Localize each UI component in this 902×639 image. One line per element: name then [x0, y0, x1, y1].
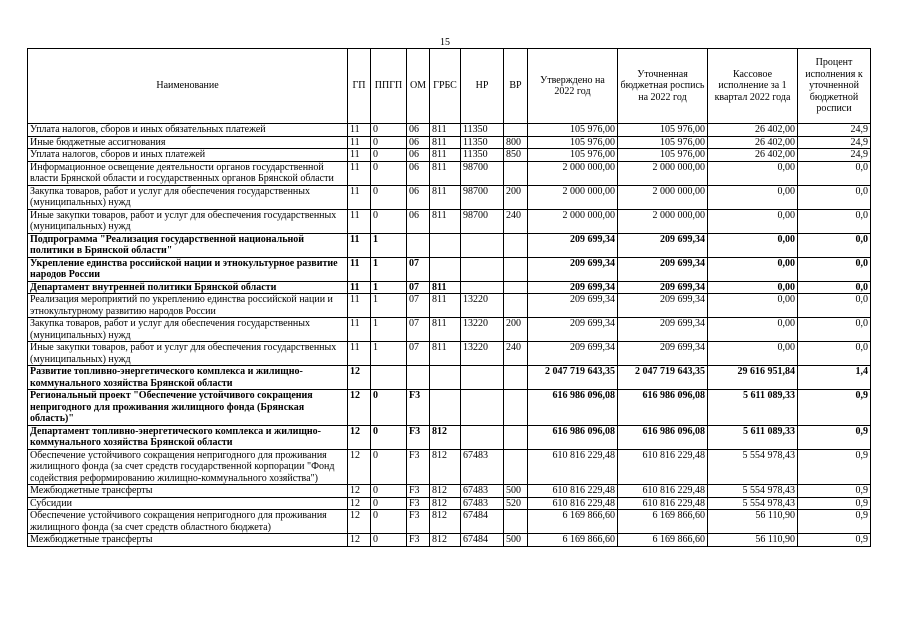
cell-cash: 5 554 978,43 [708, 449, 798, 485]
cell-percent: 24,9 [798, 149, 871, 162]
cell-om [407, 366, 430, 390]
cell-cash: 0,00 [708, 257, 798, 281]
cell-name: Уплата налогов, сборов и иных платежей [28, 149, 348, 162]
table-row [28, 390, 871, 426]
cell-gp: 12 [348, 485, 371, 498]
cell-om: 07 [407, 281, 430, 294]
table-header-row [28, 49, 871, 124]
table-row [28, 510, 871, 534]
cell-grbs: 811 [430, 185, 461, 209]
cell-grbs [430, 257, 461, 281]
cell-om: 07 [407, 294, 430, 318]
cell-vr [504, 390, 528, 426]
cell-gp: 11 [348, 124, 371, 137]
cell-grbs: 812 [430, 534, 461, 547]
cell-cash: 29 616 951,84 [708, 366, 798, 390]
cell-name: Субсидии [28, 497, 348, 510]
cell-vr: 850 [504, 149, 528, 162]
table-row [28, 425, 871, 449]
cell-ppgp: 0 [371, 497, 407, 510]
cell-om: 06 [407, 124, 430, 137]
cell-grbs [430, 233, 461, 257]
cell-np: 98700 [461, 209, 504, 233]
table-row [28, 318, 871, 342]
cell-grbs: 811 [430, 149, 461, 162]
cell-np: 11350 [461, 136, 504, 149]
cell-refined: 610 816 229,48 [618, 449, 708, 485]
cell-percent: 0,9 [798, 534, 871, 547]
table-row [28, 124, 871, 137]
cell-percent: 0,0 [798, 185, 871, 209]
cell-grbs: 811 [430, 281, 461, 294]
cell-ppgp: 1 [371, 294, 407, 318]
cell-vr [504, 257, 528, 281]
cell-refined: 105 976,00 [618, 136, 708, 149]
cell-vr: 240 [504, 342, 528, 366]
cell-om: F3 [407, 510, 430, 534]
cell-approved: 610 816 229,48 [528, 485, 618, 498]
cell-ppgp: 0 [371, 209, 407, 233]
cell-percent: 24,9 [798, 136, 871, 149]
cell-np: 67484 [461, 534, 504, 547]
cell-np [461, 281, 504, 294]
cell-cash: 0,00 [708, 318, 798, 342]
cell-percent: 0,0 [798, 257, 871, 281]
header-np: НР [461, 49, 504, 124]
cell-refined: 2 000 000,00 [618, 209, 708, 233]
cell-approved: 2 000 000,00 [528, 185, 618, 209]
cell-approved: 610 816 229,48 [528, 497, 618, 510]
cell-vr: 800 [504, 136, 528, 149]
header-name: Наименование [28, 49, 348, 124]
cell-om: F3 [407, 534, 430, 547]
header-percent: Процент исполнения к уточненной бюджетной росписи [798, 49, 871, 124]
cell-vr: 500 [504, 485, 528, 498]
cell-approved: 209 699,34 [528, 281, 618, 294]
cell-cash: 5 554 978,43 [708, 485, 798, 498]
cell-approved: 105 976,00 [528, 124, 618, 137]
cell-vr [504, 449, 528, 485]
cell-approved: 209 699,34 [528, 342, 618, 366]
cell-cash: 5 611 089,33 [708, 390, 798, 426]
cell-ppgp: 1 [371, 233, 407, 257]
cell-om: 06 [407, 161, 430, 185]
cell-cash: 26 402,00 [708, 124, 798, 137]
cell-ppgp: 0 [371, 449, 407, 485]
cell-np: 13220 [461, 342, 504, 366]
cell-cash: 26 402,00 [708, 136, 798, 149]
cell-vr [504, 510, 528, 534]
cell-cash: 56 110,90 [708, 510, 798, 534]
cell-name: Подпрограмма "Реализация государственной национальной политики в Брянской области" [28, 233, 348, 257]
table-row [28, 161, 871, 185]
cell-percent: 24,9 [798, 124, 871, 137]
cell-approved: 6 169 866,60 [528, 510, 618, 534]
table-row [28, 342, 871, 366]
cell-percent: 0,0 [798, 281, 871, 294]
cell-name: Иные закупки товаров, работ и услуг для обеспечения государственных (муниципальных) нужд [28, 342, 348, 366]
cell-percent: 0,0 [798, 161, 871, 185]
cell-np: 67483 [461, 497, 504, 510]
cell-om: 07 [407, 342, 430, 366]
cell-grbs: 812 [430, 425, 461, 449]
cell-ppgp: 1 [371, 342, 407, 366]
cell-vr [504, 366, 528, 390]
cell-ppgp: 0 [371, 390, 407, 426]
cell-name: Иные закупки товаров, работ и услуг для обеспечения государственных (муниципальных) нужд [28, 209, 348, 233]
cell-np: 11350 [461, 149, 504, 162]
cell-name: Закупка товаров, работ и услуг для обеспечения государственных (муниципальных) нужд [28, 318, 348, 342]
header-om: ОМ [407, 49, 430, 124]
cell-om: F3 [407, 425, 430, 449]
cell-gp: 11 [348, 257, 371, 281]
cell-np [461, 233, 504, 257]
cell-ppgp: 0 [371, 534, 407, 547]
cell-cash: 0,00 [708, 233, 798, 257]
cell-name: Реализация мероприятий по укреплению единства российской нации и этнокультурному развитию народов России [28, 294, 348, 318]
cell-vr: 500 [504, 534, 528, 547]
cell-om: F3 [407, 390, 430, 426]
cell-ppgp: 0 [371, 185, 407, 209]
cell-approved: 2 000 000,00 [528, 209, 618, 233]
cell-vr: 240 [504, 209, 528, 233]
cell-name: Укрепление единства российской нации и этнокультурное развитие народов России [28, 257, 348, 281]
table-row [28, 449, 871, 485]
cell-name: Уплата налогов, сборов и иных обязательных платежей [28, 124, 348, 137]
cell-gp: 12 [348, 425, 371, 449]
cell-gp: 11 [348, 209, 371, 233]
cell-refined: 6 169 866,60 [618, 534, 708, 547]
cell-gp: 11 [348, 342, 371, 366]
cell-ppgp: 0 [371, 161, 407, 185]
cell-grbs: 811 [430, 209, 461, 233]
cell-cash: 0,00 [708, 294, 798, 318]
cell-gp: 12 [348, 366, 371, 390]
cell-cash: 0,00 [708, 185, 798, 209]
cell-percent: 0,9 [798, 390, 871, 426]
table-row [28, 233, 871, 257]
cell-grbs: 811 [430, 342, 461, 366]
cell-approved: 616 986 096,08 [528, 390, 618, 426]
cell-grbs: 812 [430, 510, 461, 534]
cell-percent: 0,0 [798, 318, 871, 342]
header-vr: ВР [504, 49, 528, 124]
cell-grbs: 812 [430, 497, 461, 510]
header-ppgp: ППГП [371, 49, 407, 124]
cell-approved: 209 699,34 [528, 233, 618, 257]
cell-om: F3 [407, 485, 430, 498]
cell-approved: 616 986 096,08 [528, 425, 618, 449]
cell-name: Департамент внутренней политики Брянской области [28, 281, 348, 294]
cell-gp: 11 [348, 294, 371, 318]
cell-vr: 520 [504, 497, 528, 510]
cell-grbs: 812 [430, 449, 461, 485]
header-refined: Уточненная бюджетная роспись на 2022 год [618, 49, 708, 124]
cell-approved: 2 047 719 643,35 [528, 366, 618, 390]
cell-om: 07 [407, 257, 430, 281]
cell-percent: 0,0 [798, 294, 871, 318]
cell-approved: 105 976,00 [528, 136, 618, 149]
cell-name: Межбюджетные трансферты [28, 485, 348, 498]
cell-ppgp: 0 [371, 425, 407, 449]
cell-approved: 2 000 000,00 [528, 161, 618, 185]
cell-ppgp: 0 [371, 510, 407, 534]
cell-gp: 11 [348, 185, 371, 209]
cell-om: 06 [407, 136, 430, 149]
cell-refined: 209 699,34 [618, 318, 708, 342]
cell-np [461, 390, 504, 426]
budget-execution-table [27, 48, 871, 547]
cell-vr [504, 281, 528, 294]
cell-om: F3 [407, 497, 430, 510]
cell-grbs: 811 [430, 318, 461, 342]
header-gp: ГП [348, 49, 371, 124]
cell-om: F3 [407, 449, 430, 485]
cell-ppgp [371, 366, 407, 390]
cell-vr: 200 [504, 185, 528, 209]
cell-ppgp: 1 [371, 281, 407, 294]
cell-grbs: 811 [430, 294, 461, 318]
cell-name: Департамент топливно-энергетического комплекса и жилищно-коммунального хозяйства Брянской области [28, 425, 348, 449]
cell-cash: 5 611 089,33 [708, 425, 798, 449]
table-row [28, 136, 871, 149]
cell-gp: 12 [348, 390, 371, 426]
cell-refined: 209 699,34 [618, 342, 708, 366]
cell-percent: 0,0 [798, 209, 871, 233]
cell-refined: 209 699,34 [618, 281, 708, 294]
cell-approved: 610 816 229,48 [528, 449, 618, 485]
cell-percent: 0,9 [798, 425, 871, 449]
cell-grbs [430, 390, 461, 426]
table-row [28, 497, 871, 510]
table-row [28, 149, 871, 162]
cell-ppgp: 1 [371, 257, 407, 281]
cell-name: Региональный проект "Обеспечение устойчивого сокращения непригодного для проживания жилищного фонда (Брянская область)" [28, 390, 348, 426]
cell-vr [504, 124, 528, 137]
cell-name: Информационное освещение деятельности органов государственной власти Брянской области и государственных органов Брянской области [28, 161, 348, 185]
cell-cash: 5 554 978,43 [708, 497, 798, 510]
cell-refined: 6 169 866,60 [618, 510, 708, 534]
cell-refined: 610 816 229,48 [618, 485, 708, 498]
cell-gp: 11 [348, 136, 371, 149]
cell-ppgp: 0 [371, 124, 407, 137]
cell-grbs: 811 [430, 136, 461, 149]
cell-approved: 209 699,34 [528, 318, 618, 342]
cell-cash: 0,00 [708, 209, 798, 233]
cell-grbs: 811 [430, 124, 461, 137]
cell-refined: 105 976,00 [618, 124, 708, 137]
cell-refined: 610 816 229,48 [618, 497, 708, 510]
cell-name: Обеспечение устойчивого сокращения непригодного для проживания жилищного фонда (за счет средств областного бюджета) [28, 510, 348, 534]
cell-om: 06 [407, 149, 430, 162]
cell-np: 11350 [461, 124, 504, 137]
cell-gp: 12 [348, 449, 371, 485]
cell-percent: 0,9 [798, 497, 871, 510]
table-row [28, 366, 871, 390]
cell-name: Межбюджетные трансферты [28, 534, 348, 547]
cell-gp: 11 [348, 149, 371, 162]
cell-om: 06 [407, 209, 430, 233]
cell-np: 98700 [461, 185, 504, 209]
cell-vr: 200 [504, 318, 528, 342]
cell-ppgp: 0 [371, 485, 407, 498]
cell-gp: 12 [348, 510, 371, 534]
cell-np: 67483 [461, 485, 504, 498]
cell-refined: 209 699,34 [618, 257, 708, 281]
cell-refined: 209 699,34 [618, 294, 708, 318]
cell-refined: 2 000 000,00 [618, 161, 708, 185]
cell-name: Иные бюджетные ассигнования [28, 136, 348, 149]
cell-np: 67484 [461, 510, 504, 534]
cell-refined: 209 699,34 [618, 233, 708, 257]
table-row [28, 209, 871, 233]
cell-np: 67483 [461, 449, 504, 485]
cell-approved: 6 169 866,60 [528, 534, 618, 547]
cell-gp: 12 [348, 497, 371, 510]
cell-refined: 616 986 096,08 [618, 425, 708, 449]
cell-approved: 105 976,00 [528, 149, 618, 162]
cell-vr [504, 161, 528, 185]
cell-om: 07 [407, 318, 430, 342]
header-grbs: ГРБС [430, 49, 461, 124]
cell-vr [504, 425, 528, 449]
table-row [28, 534, 871, 547]
cell-percent: 1,4 [798, 366, 871, 390]
cell-ppgp: 1 [371, 318, 407, 342]
cell-grbs: 812 [430, 485, 461, 498]
header-approved: Утверждено на 2022 год [528, 49, 618, 124]
cell-grbs [430, 366, 461, 390]
cell-gp: 11 [348, 233, 371, 257]
cell-gp: 11 [348, 281, 371, 294]
page-number: 15 [440, 37, 450, 48]
cell-percent: 0,9 [798, 510, 871, 534]
cell-cash: 0,00 [708, 342, 798, 366]
cell-percent: 0,9 [798, 449, 871, 485]
cell-gp: 11 [348, 161, 371, 185]
cell-refined: 616 986 096,08 [618, 390, 708, 426]
header-cash: Кассовое исполнение за 1 квартал 2022 года [708, 49, 798, 124]
cell-np: 13220 [461, 294, 504, 318]
cell-percent: 0,0 [798, 233, 871, 257]
table-row [28, 281, 871, 294]
cell-np [461, 366, 504, 390]
table-row [28, 257, 871, 281]
cell-refined: 2 000 000,00 [618, 185, 708, 209]
cell-np [461, 425, 504, 449]
cell-ppgp: 0 [371, 149, 407, 162]
cell-om [407, 233, 430, 257]
cell-approved: 209 699,34 [528, 257, 618, 281]
cell-vr [504, 294, 528, 318]
cell-gp: 11 [348, 318, 371, 342]
table-row [28, 294, 871, 318]
cell-gp: 12 [348, 534, 371, 547]
cell-cash: 56 110,90 [708, 534, 798, 547]
cell-np [461, 257, 504, 281]
cell-om: 06 [407, 185, 430, 209]
cell-cash: 0,00 [708, 161, 798, 185]
cell-refined: 105 976,00 [618, 149, 708, 162]
cell-cash: 26 402,00 [708, 149, 798, 162]
cell-grbs: 811 [430, 161, 461, 185]
cell-refined: 2 047 719 643,35 [618, 366, 708, 390]
cell-ppgp: 0 [371, 136, 407, 149]
cell-vr [504, 233, 528, 257]
cell-np: 98700 [461, 161, 504, 185]
table-row [28, 185, 871, 209]
cell-cash: 0,00 [708, 281, 798, 294]
cell-percent: 0,0 [798, 342, 871, 366]
table-row [28, 485, 871, 498]
cell-np: 13220 [461, 318, 504, 342]
cell-name: Развитие топливно-энергетического комплекса и жилищно-коммунального хозяйства Брянской области [28, 366, 348, 390]
cell-approved: 209 699,34 [528, 294, 618, 318]
cell-name: Закупка товаров, работ и услуг для обеспечения государственных (муниципальных) нужд [28, 185, 348, 209]
cell-percent: 0,9 [798, 485, 871, 498]
cell-name: Обеспечение устойчивого сокращения непригодного для проживания жилищного фонда (за счет средств государственной корпорации "Фонд содействия реформированию жилищно-коммунального хозяйства") [28, 449, 348, 485]
